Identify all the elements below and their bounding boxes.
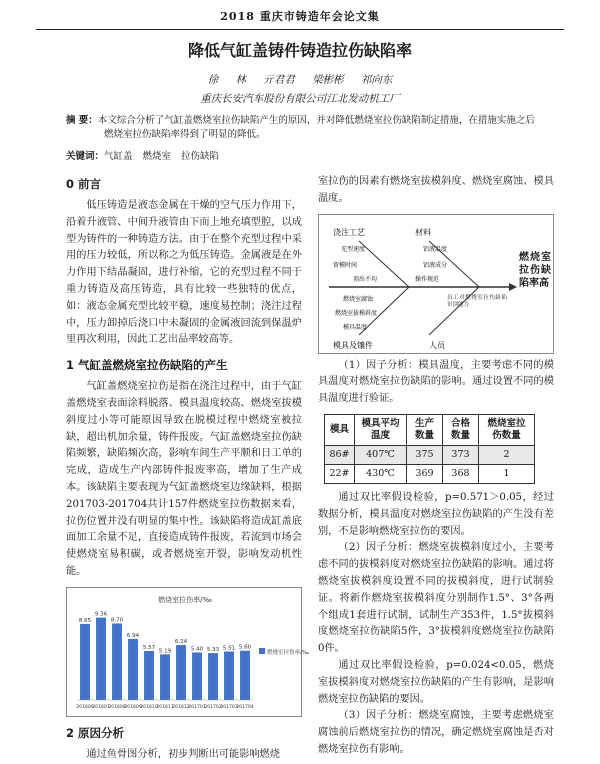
legend-swatch <box>259 648 265 654</box>
table-cell: 407℃ <box>355 445 407 464</box>
section-heading: 1 气缸盖燃烧室拉伤缺陷的产生 <box>66 358 228 373</box>
right-column <box>318 174 554 759</box>
fishbone-cause: 模具温度 <box>343 323 368 331</box>
tick-label: 201702 <box>204 704 222 710</box>
paragraph: 通过双比率假设检验，p=0.571＞0.05，经过数据分析，模具温度对燃烧室拉伤缺陷的产生没有差别，不是影响燃烧室拉伤的要因。 <box>318 491 554 537</box>
tick-label: 201703 <box>220 704 238 710</box>
table-cell: 368 <box>443 464 479 483</box>
paper-title: 降低气缸盖铸件铸造拉伤缺陷率 <box>187 41 412 60</box>
author: 徐 林 <box>207 74 246 86</box>
tick-label: 201704 <box>236 704 254 710</box>
table-cell: 1 <box>479 464 535 483</box>
fishbone-category: 材料 <box>415 227 431 237</box>
table-cell: 86# <box>325 445 355 464</box>
fishbone-category: 模具及镶件 <box>333 340 373 350</box>
table-row <box>325 445 535 464</box>
table-header: 燃烧室拉伤数量 <box>479 414 535 445</box>
fishbone-svg <box>319 215 555 355</box>
tick-label: 201612 <box>172 704 190 710</box>
fishbone-category: 浇注工艺 <box>333 227 365 237</box>
bar <box>144 651 154 700</box>
section-heading: 0 前言 <box>66 177 102 191</box>
paragraph: （1）因子分析：模具温度，主要考虑不同的模具温度对燃烧室拉伤缺陷的影响。通过设置不同的模具温度进行验证。 <box>318 359 554 405</box>
paragraph: 气缸盖燃烧室拉伤是指在浇注过程中，由于气缸盖燃烧室表面涂料脱落、模具温度较高、燃烧室拔模斜度过小等可能原因导致在脱模过程中燃烧室被拉缺，超出机加余量，铸件报废。气缸盖燃烧室拉伤缺陷频繁，缺陷频次高，影响车间生产平顺和日工单的完成，造成生产内部铸件报废率高，增加了生产成本。该缺陷主要表现为气缸盖燃烧室边缘缺料，根据201703-201704共计157件燃烧室拉伤数据来看，拉伤位置并没有明显的集中性。该缺陷将造成缸盖底面加工余量不足，直接造成铸件报废，若流到市场会使燃烧室易积碳，或者燃烧室开裂，影响发动机性能。 <box>66 381 302 577</box>
fishbone-category: 人员 <box>429 340 445 350</box>
table-header: 模具平均温度 <box>355 414 407 445</box>
paragraph: （3）因子分析：燃烧室腐蚀，主要考虑燃烧室腐蚀前后燃烧室拉伤的情况，确定燃烧室腐蚀是否对燃烧室拉伤有影响。 <box>318 710 554 755</box>
fishbone-cause: 燃烧室腐蚀 <box>343 295 374 303</box>
data-label: 5.33 <box>206 646 220 653</box>
paragraph: 通过双比率假设检验，p=0.024<0.05，燃烧室拔模斜度对燃烧室拉伤缺陷的产生有影响，是影响燃烧室拉伤缺陷的要因。 <box>318 659 554 705</box>
tick-label: 201701 <box>188 704 206 710</box>
keyword: 气缸盖 <box>104 151 133 162</box>
author: 祁向东 <box>360 74 393 86</box>
fishbone-cause: 员工对燃烧室拉伤缺陷识别能力 <box>447 294 507 308</box>
paragraph: （2）因子分析：燃烧室拔模斜度过小，主要考虑不同的拔模斜度对燃烧室拉伤缺陷的影响。通过将燃烧室拔模斜度设置不同的拔模斜度，进行试制验证。将新作燃烧室拔模斜度分别制作1.5°、3°各两个组成1套进行试制，试制生产353件，1.5°拔模斜度燃烧室拉伤缺陷5件，3°拔模斜度燃烧室拉伤缺陷0件。 <box>318 542 554 655</box>
chart-title: 燃烧室拉伤率/‰ <box>158 595 212 604</box>
data-label: 9.36 <box>94 611 108 618</box>
table-cell: 369 <box>407 464 443 483</box>
section-heading: 2 原因分析 <box>66 725 125 740</box>
data-label: 5.19 <box>158 648 172 655</box>
chart-svg <box>67 588 310 718</box>
fishbone-cause: 铝液温度 <box>423 245 448 253</box>
data-label: 5.57 <box>142 644 156 651</box>
bar <box>224 651 234 699</box>
tick-label: 201608 <box>108 704 126 710</box>
paragraph: 室拉伤的因素有燃烧室拔模斜度、燃烧室腐蚀、模具温度。 <box>318 176 554 204</box>
fishbone-cause: 充型速度 <box>341 245 366 253</box>
tick-label: 201609 <box>124 704 142 710</box>
fishbone-cause: 留模时间 <box>333 261 358 269</box>
abstract <box>66 114 546 142</box>
running-header: 2018 重庆市铸造年会论文集 <box>36 8 564 30</box>
legend-label: 燃烧室拉伤率/‰ <box>267 649 310 656</box>
tick-label: 201611 <box>156 704 174 710</box>
keyword: 拉伤缺陷 <box>181 151 220 162</box>
fishbone-diagram <box>318 214 554 354</box>
abstract-text-line1: 本文综合分析了气缸盖燃烧室拉伤缺陷产生的原因，并对降低燃烧室拉伤缺陷制定措施，在措施实施之后 <box>97 115 535 126</box>
author: 梁彬彬 <box>312 74 344 86</box>
bar <box>192 652 202 700</box>
table-header: 模具 <box>325 414 355 445</box>
data-label: 6.24 <box>174 638 188 645</box>
data-label: 5.60 <box>238 644 252 651</box>
table-cell: 2 <box>479 445 535 464</box>
bar <box>128 639 138 700</box>
fishbone-cause: 铝液成分 <box>423 261 448 269</box>
abstract-label: 摘 要： <box>66 115 98 126</box>
paragraph: 通过鱼骨图分析，初步判断出可能影响燃烧 <box>86 748 280 760</box>
bar <box>112 623 122 700</box>
keyword: 燃烧室 <box>142 151 172 162</box>
data-label: 5.51 <box>222 645 236 652</box>
fishbone-cause: 顶出不均 <box>353 275 378 283</box>
table-cell: 375 <box>407 445 443 464</box>
tick-label: 201607 <box>92 704 110 710</box>
table-row <box>325 464 535 483</box>
data-label: 5.40 <box>190 646 204 653</box>
data-table <box>324 414 535 484</box>
table-header: 生产数量 <box>407 414 443 445</box>
bar <box>176 645 186 700</box>
paragraph: 低压铸造是液态金属在干燥的空气压力作用下，沿着升液管、中间升液管由下而上地充填型腔，以成型为铸件的一种铸造方法。由于在整个充型过程中采用的压力较低，所以称之为低压铸造。金属液是在外力作用下结晶凝固，进行补缩，它的充型过程不同于重力铸造及高压铸造，具有比较一些独特的优点，如：液态金属充型比较平稳，速度易控制；浇注过程中，压力卸掉后浇口中未凝固的金属液回流到保温炉里再次利用，因此工艺出品率较高等。 <box>66 200 302 346</box>
fishbone-effect: 燃烧室拉伤缺陷率高 <box>519 251 551 289</box>
table-header: 合格数量 <box>443 414 479 445</box>
tick-label: 201610 <box>140 704 158 710</box>
keywords <box>66 148 546 162</box>
left-column <box>66 174 310 764</box>
bar <box>80 624 90 700</box>
abstract-text-line2: 燃烧室拉伤缺陷率得到了明显的降低。 <box>104 129 266 140</box>
table-cell: 22# <box>325 464 355 483</box>
table-cell: 373 <box>443 445 479 464</box>
table-cell: 430℃ <box>355 464 407 483</box>
keywords-label: 关键词： <box>66 151 105 162</box>
data-label: 6.94 <box>126 632 140 639</box>
bar <box>208 653 218 700</box>
affiliation: 重庆长安汽车股份有限公司江北发动机工厂 <box>200 93 400 105</box>
bar <box>240 650 250 699</box>
data-label: 8.70 <box>110 617 124 624</box>
author: 亓君君 <box>263 74 295 86</box>
tick-label: 201606 <box>76 704 94 710</box>
bar <box>160 654 170 700</box>
bar-chart <box>66 587 310 717</box>
data-label: 8.65 <box>78 617 92 624</box>
bar <box>96 617 106 699</box>
fishbone-cause: 操作规范 <box>415 275 440 283</box>
author-list <box>0 72 600 87</box>
fishbone-cause: 燃烧室拔模斜度 <box>335 309 378 317</box>
